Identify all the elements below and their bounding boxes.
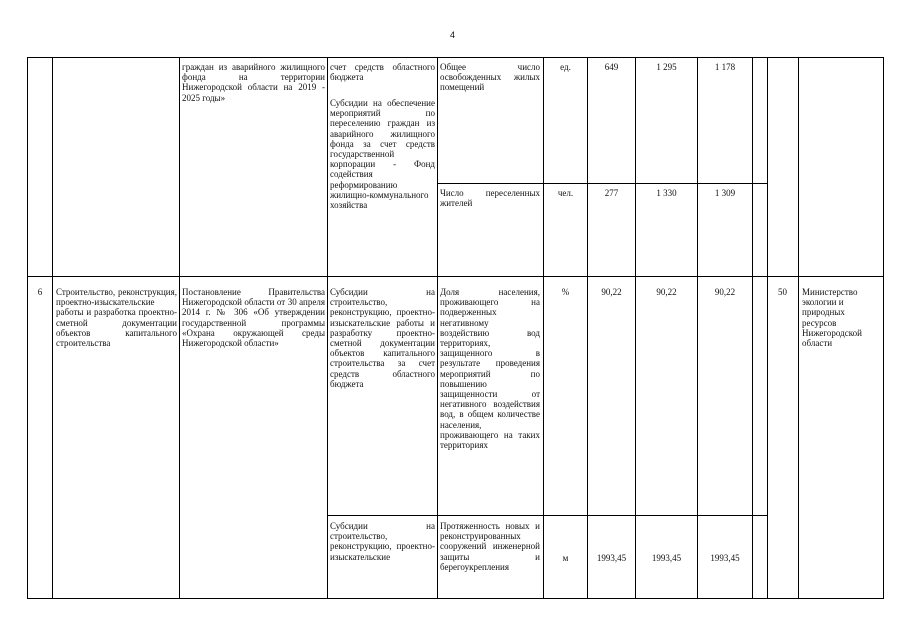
table-bottom-border [27, 598, 884, 599]
indicator-name: Протяженность новых и реконструированных сооружений инженерной защиты и берегоукрепления [440, 521, 540, 572]
subsidy-percent: 50 [778, 287, 787, 297]
column-border [767, 57, 768, 599]
column-border [27, 57, 28, 599]
indicator-value: 90,22 [601, 287, 622, 297]
indicator-value: 1993,45 [651, 553, 682, 563]
table-top-border [27, 57, 884, 58]
column-border [798, 57, 799, 599]
column-border [52, 57, 53, 599]
indicator-value: 1993,45 [596, 553, 627, 563]
column-border [697, 57, 698, 599]
indicator-value: 1 178 [714, 62, 736, 72]
indicator-unit: м [562, 553, 569, 563]
indicator-value: 1 330 [656, 188, 677, 198]
funding-source: Субсидии на обеспечение мероприятий по переселению граждан из аварийного жилищного фонда за счет средств государственной корпорации - Фонд содействия реформированию жилищно-коммунального хозяйства [330, 98, 435, 211]
row-divider [327, 515, 768, 516]
indicator-unit: ед. [560, 62, 571, 72]
indicator-unit: % [561, 287, 570, 297]
column-border [179, 57, 180, 599]
indicator-value: 90,22 [714, 287, 736, 297]
activity-name: Строительство, реконструкция, проектно-изыскательские работы и разработка проектно-сметной документации объектов капитального строительства [56, 287, 177, 349]
column-border [437, 57, 438, 599]
funding-source: счет средств областного бюджета [330, 62, 435, 83]
indicator-value: 90,22 [656, 287, 677, 297]
column-border [752, 57, 753, 599]
page-number: 4 [449, 30, 455, 40]
funding-source: Субсидии на строительство, реконструкцию, проектно-изыскательские работы и разработку проектно-сметной документации объектов капитального строительства за счет средств областного бюджета [330, 287, 435, 389]
row-divider [437, 183, 768, 184]
indicator-value: 277 [604, 188, 619, 198]
indicator-value: 1 309 [714, 188, 736, 198]
column-border [543, 57, 544, 599]
row-divider [27, 276, 884, 277]
indicator-name: Общее число освобожденных жилых помещений [440, 62, 540, 93]
funding-source: Субсидии на строительство, реконструкцию, проектно-изыскательские [330, 521, 435, 562]
indicator-name: Число переселенных жителей [440, 188, 540, 209]
indicator-value: 1 295 [656, 62, 677, 72]
legal-document: Постановление Правительства Нижегородской области от 30 апреля 2014 г. № 306 «Об утверждении государственной программы «Охрана окружающей среды Нижегородской области» [182, 287, 325, 349]
indicator-unit: чел. [557, 188, 574, 198]
column-border [635, 57, 636, 599]
column-border [327, 57, 328, 599]
indicator-value: 1993,45 [710, 553, 740, 563]
legal-document: граждан из аварийного жилищного фонда на территории Нижегородской области на 2019 - 2025 годы» [182, 62, 325, 103]
responsible-ministry: Министерство экологии и природных ресурсов Нижегородской области [802, 287, 862, 349]
indicator-value: 649 [604, 62, 619, 72]
table-right-border [883, 57, 884, 599]
column-border [587, 57, 588, 599]
row-number: 6 [37, 287, 43, 297]
indicator-name: Доля населения, проживающего на подверженных негативному воздействию вод территориях, защищенного в результате проведения мероприятий по повышению защищенности от негативного воздействия вод, в общем количестве населения, проживающего на таких территориях [440, 287, 540, 451]
